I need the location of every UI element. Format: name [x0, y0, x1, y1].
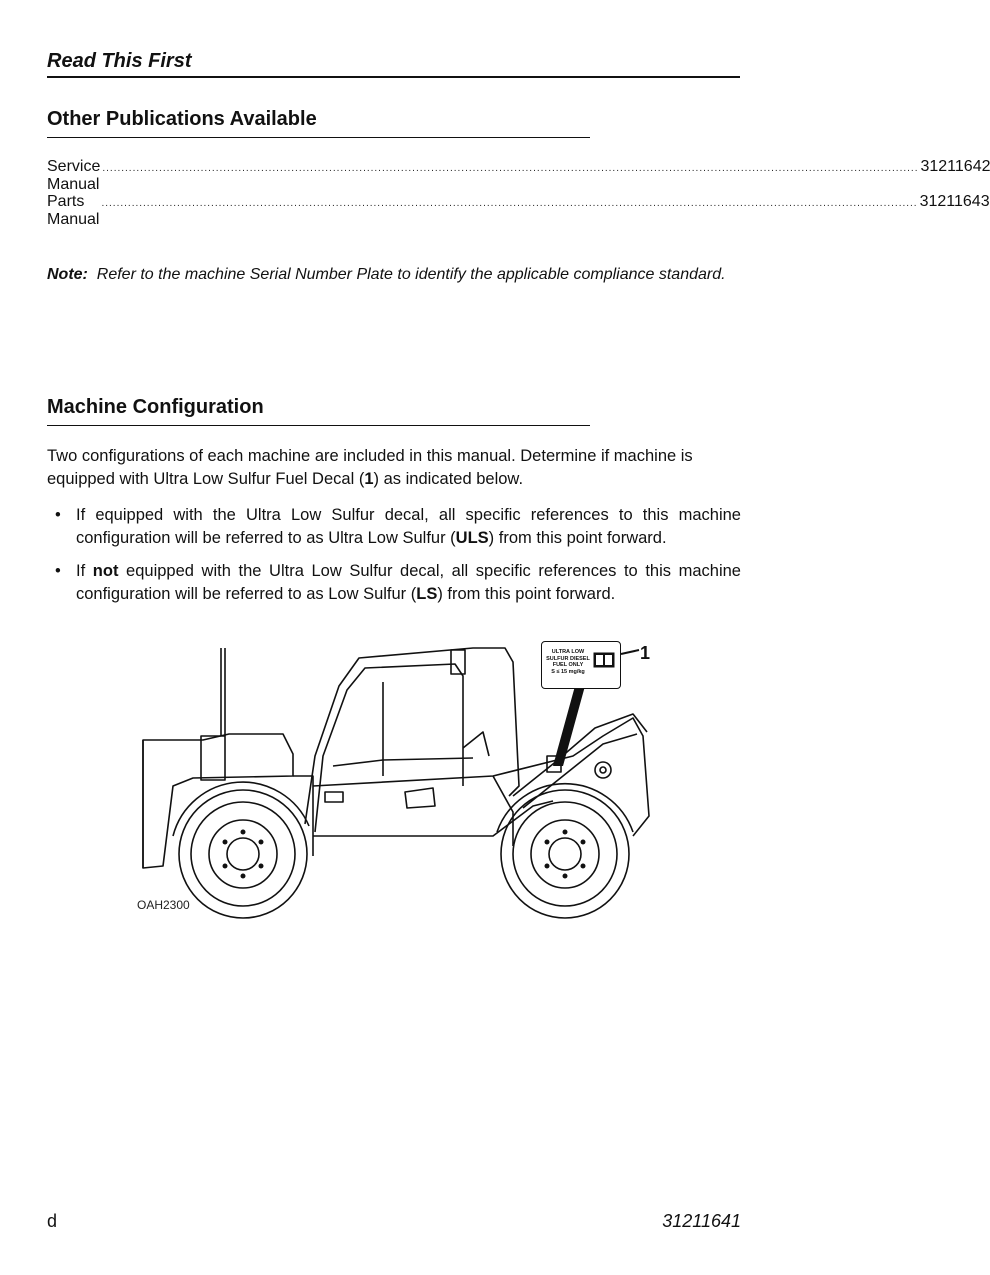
bullet-bold: ULS — [455, 529, 489, 547]
publication-label: Parts Manual — [47, 193, 100, 228]
publication-label: Service Manual — [47, 158, 101, 193]
publication-number: 31211643 — [919, 193, 990, 210]
bullet-marker: • — [55, 506, 61, 524]
document-number: 31211641 — [662, 1211, 741, 1231]
publication-row-service — [47, 158, 990, 194]
publication-number: 31211642 — [920, 158, 990, 175]
leader-dots: ........................................................................................................................................................................................................................ — [101, 198, 918, 209]
section-title-text: Machine Configuration — [47, 396, 264, 418]
note-label: Note: — [47, 266, 88, 283]
page-header-title: Read This First — [47, 50, 192, 72]
bullet-text: If — [76, 562, 93, 580]
uls-fuel-decal — [541, 641, 621, 689]
intro-callout-ref: 1 — [364, 470, 374, 488]
section-title-configuration — [47, 396, 590, 426]
section-title-publications — [47, 108, 590, 138]
configuration-intro — [47, 445, 741, 491]
bullet-text-end: ) from this point forward. — [437, 585, 616, 603]
bullet-marker: • — [55, 562, 61, 580]
intro-text: Two configurations of each machine are included in this manual. Determine if machine is equipped with Ultra Low Sulfur Fuel Decal ( — [47, 447, 693, 488]
leader-dots: ........................................................................................................................................................................................................................ — [102, 163, 919, 174]
bullet-text-end: ) from this point forward. — [488, 529, 667, 547]
callout-number: 1 — [640, 643, 651, 663]
intro-text-end: ) as indicated below. — [373, 470, 524, 488]
publication-row-parts — [47, 193, 990, 229]
section-title-text: Other Publications Available — [47, 108, 317, 130]
bullet-bold: not — [92, 562, 119, 580]
bullet-bold: LS — [416, 585, 438, 603]
manual-book-icon — [593, 652, 615, 668]
note — [47, 263, 727, 286]
bullet-uls — [47, 504, 741, 550]
decal-line: S ≤ 15 mg/kg — [551, 668, 585, 675]
bullet-ls — [47, 560, 741, 606]
note-text: Refer to the machine Serial Number Plate to identify the applicable compliance standard. — [96, 266, 726, 283]
page-number: d — [47, 1211, 58, 1231]
decal-line: ULTRA LOW — [551, 649, 585, 655]
figure-id-label: OAH2300 — [137, 898, 190, 912]
decal-line: SULFUR DIESEL — [546, 655, 590, 662]
page-header — [47, 50, 740, 78]
decal-line: FUEL ONLY — [552, 662, 584, 668]
bullet-text: If equipped with the Ultra Low Sulfur decal, all specific references to this machine configuration will be referred to as Ultra Low Sulfur ( — [76, 506, 741, 547]
bullet-text: equipped with the Ultra Low Sulfur decal, all specific references to this machine configuration will be referred to as Low Sulfur ( — [76, 562, 741, 603]
